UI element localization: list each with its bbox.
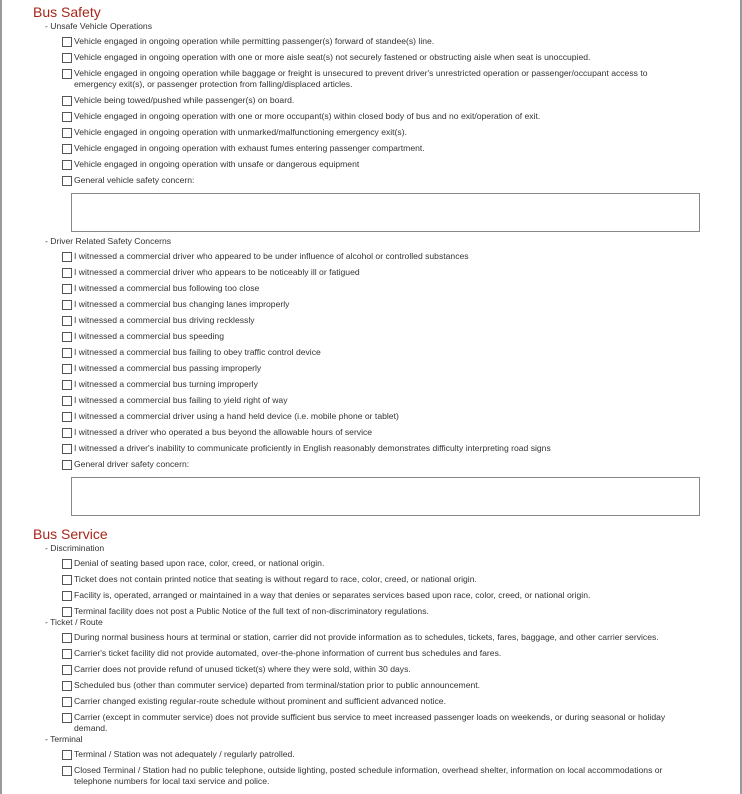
checkbox-label: Vehicle engaged in ongoing operation with one or more occupant(s) within closed body of bus and no exit/operation of exit. (74, 111, 541, 121)
checkbox-label: General vehicle safety concern: (74, 175, 195, 185)
checkbox[interactable] (62, 268, 72, 278)
checkbox-label: Vehicle engaged in ongoing operation with unsafe or dangerous equipment (74, 159, 360, 169)
checkbox-label: Vehicle engaged in ongoing operation with exhaust fumes entering passenger compartment. (74, 143, 425, 153)
checkbox[interactable] (62, 332, 72, 342)
checkbox-item[interactable] (62, 628, 682, 643)
section-title-bus-safety: Bus Safety (33, 4, 101, 20)
checkbox[interactable] (62, 750, 72, 760)
checkbox[interactable] (62, 176, 72, 186)
checkbox-label: Ticket does not contain printed notice that seating is without regard to race, color, creed, or national origin. (74, 574, 477, 584)
checkbox-item[interactable] (62, 691, 682, 707)
checkbox[interactable] (62, 633, 72, 643)
checkbox-item[interactable] (62, 438, 682, 454)
checkbox-item[interactable] (62, 585, 682, 601)
checkbox[interactable] (62, 160, 72, 170)
checkbox[interactable] (62, 681, 72, 691)
checkbox[interactable] (62, 380, 72, 390)
checkbox-item[interactable] (62, 374, 682, 390)
checkbox-label: Vehicle engaged in ongoing operation with one or more aisle seat(s) not securely fastened or obstructing aisle when seat is unoccupied. (74, 52, 591, 62)
checkbox-item[interactable] (62, 554, 682, 569)
checkbox-item[interactable] (62, 601, 682, 617)
checkbox-label: Closed Terminal / Station had no public telephone, outside lighting, posted schedule information, overhead shelter, information on local accommodations or telephone numbers for local taxi service and police. (74, 765, 663, 786)
checkbox-item[interactable] (62, 154, 682, 170)
checkbox-label: Terminal facility does not post a Public Notice of the full text of non-discriminatory regulations. (74, 606, 429, 616)
checkbox-item[interactable] (62, 342, 682, 358)
checkbox[interactable] (62, 607, 72, 617)
checkbox-label: I witnessed a commercial driver using a hand held device (i.e. mobile phone or tablet) (74, 411, 399, 421)
checkbox[interactable] (62, 112, 72, 122)
checkbox-item[interactable] (62, 122, 682, 138)
checkbox-label: Terminal / Station was not adequately / regularly patrolled. (74, 749, 295, 759)
group-title-ticket-route: - Ticket / Route (45, 617, 103, 627)
checkbox[interactable] (62, 252, 72, 262)
checkbox-label: I witnessed a commercial driver who appeared to be under influence of alcohol or controlled substances (74, 251, 469, 261)
checkbox[interactable] (62, 348, 72, 358)
checkbox-label: Vehicle engaged in ongoing operation while permitting passenger(s) forward of standee(s) line. (74, 36, 435, 46)
checkbox[interactable] (62, 575, 72, 585)
checkbox[interactable] (62, 665, 72, 675)
checkbox-item[interactable] (62, 390, 682, 406)
group-title-terminal: - Terminal (45, 734, 83, 744)
checkbox-item[interactable] (62, 707, 682, 734)
checkbox[interactable] (62, 428, 72, 438)
checkbox-label: I witnessed a commercial bus passing improperly (74, 363, 262, 373)
spacer (0, 516, 742, 520)
checkbox-item[interactable] (62, 106, 682, 122)
checkbox-item[interactable] (62, 294, 682, 310)
checkbox-label: Carrier (except in commuter service) does not provide sufficient bus service to meet increased passenger loads on weekends, or during seasonal or holiday demand. (74, 712, 666, 733)
group-title-driver-related-safety-concerns: - Driver Related Safety Concerns (45, 236, 172, 246)
checkbox[interactable] (62, 713, 72, 723)
concern-textarea[interactable] (71, 477, 700, 516)
checkbox-label: Carrier changed existing regular-route schedule without prominent and sufficient advanced notice. (74, 696, 446, 706)
group-title-unsafe-vehicle-operations: - Unsafe Vehicle Operations (45, 21, 153, 31)
checkbox-label: Denial of seating based upon race, color, creed, or national origin. (74, 558, 325, 568)
checkbox-item[interactable] (62, 569, 682, 585)
checkbox[interactable] (62, 412, 72, 422)
checkbox[interactable] (62, 144, 72, 154)
checkbox-item[interactable] (62, 63, 682, 90)
section-title-bus-service: Bus Service (33, 526, 108, 542)
checkbox-item[interactable] (62, 326, 682, 342)
checkbox-label: Facility is, operated, arranged or maintained in a way that denies or separates services based upon race, color, creed, or national origin. (74, 590, 591, 600)
checkbox-item[interactable] (62, 745, 682, 760)
checkbox-label: During normal business hours at terminal or station, carrier did not provide information as to schedules, tickets, fares, baggage, and other carrier services. (74, 632, 659, 642)
checkbox-item[interactable] (62, 422, 682, 438)
checkbox-label: I witnessed a commercial bus speeding (74, 331, 224, 341)
checkbox-item[interactable] (62, 247, 682, 262)
checkbox[interactable] (62, 53, 72, 63)
checkbox-item[interactable] (62, 454, 682, 470)
checkbox-label: Vehicle being towed/pushed while passenger(s) on board. (74, 95, 295, 105)
complaint-form (0, 4, 742, 787)
checkbox-item[interactable] (62, 643, 682, 659)
checkbox-label: I witnessed a commercial bus changing lanes improperly (74, 299, 290, 309)
checkbox-item[interactable] (62, 170, 682, 186)
checkbox-label: I witnessed a driver who operated a bus beyond the allowable hours of service (74, 427, 373, 437)
checkbox-item[interactable] (62, 358, 682, 374)
checkbox[interactable] (62, 697, 72, 707)
checkbox-label: I witnessed a commercial bus driving recklessly (74, 315, 255, 325)
checkbox-label: I witnessed a commercial driver who appears to be noticeably ill or fatigued (74, 267, 360, 277)
checkbox-item[interactable] (62, 47, 682, 63)
checkbox-label: Vehicle engaged in ongoing operation with unmarked/malfunctioning emergency exit(s). (74, 127, 407, 137)
checkbox[interactable] (62, 96, 72, 106)
checkbox-label: Carrier's ticket facility did not provide automated, over-the-phone information of current bus schedules and fares. (74, 648, 502, 658)
group-title-discrimination: - Discrimination (45, 543, 105, 553)
checkbox[interactable] (62, 69, 72, 79)
checkbox-label: I witnessed a driver's inability to communicate proficiently in English reasonably demonstrates difficulty interpreting road signs (74, 443, 551, 453)
checkbox[interactable] (62, 591, 72, 601)
checkbox[interactable] (62, 396, 72, 406)
checkbox-item[interactable] (62, 262, 682, 278)
checkbox[interactable] (62, 284, 72, 294)
checkbox-item[interactable] (62, 659, 682, 675)
checkbox-item[interactable] (62, 760, 682, 787)
checkbox-label: I witnessed a commercial bus turning improperly (74, 379, 258, 389)
checkbox[interactable] (62, 649, 72, 659)
checkbox-label: General driver safety concern: (74, 459, 190, 469)
checkbox-item[interactable] (62, 675, 682, 691)
checkbox-item[interactable] (62, 32, 682, 47)
checkbox-label: Carrier does not provide refund of unused ticket(s) where they were sold, within 30 days. (74, 664, 411, 674)
checkbox-label: Vehicle engaged in ongoing operation while baggage or freight is unsecured to prevent driver's unrestricted operation or passenger/occupant access to emergency exit(s), or passenger protection from falling/displaced articles. (74, 68, 648, 89)
checkbox-label: Scheduled bus (other than commuter service) departed from terminal/station prior to public announcement. (74, 680, 481, 690)
checkbox[interactable] (62, 559, 72, 569)
checkbox-item[interactable] (62, 406, 682, 422)
checkbox-label: I witnessed a commercial bus following too close (74, 283, 260, 293)
checkbox-item[interactable] (62, 90, 682, 106)
checkbox[interactable] (62, 364, 72, 374)
checkbox-item[interactable] (62, 310, 682, 326)
checkbox[interactable] (62, 460, 72, 470)
checkbox[interactable] (62, 37, 72, 47)
checkbox[interactable] (62, 128, 72, 138)
checkbox-item[interactable] (62, 138, 682, 154)
concern-textarea[interactable] (71, 193, 700, 232)
checkbox-label: I witnessed a commercial bus failing to yield right of way (74, 395, 288, 405)
checkbox[interactable] (62, 444, 72, 454)
checkbox[interactable] (62, 316, 72, 326)
checkbox[interactable] (62, 300, 72, 310)
checkbox-item[interactable] (62, 278, 682, 294)
checkbox-label: I witnessed a commercial bus failing to obey traffic control device (74, 347, 321, 357)
